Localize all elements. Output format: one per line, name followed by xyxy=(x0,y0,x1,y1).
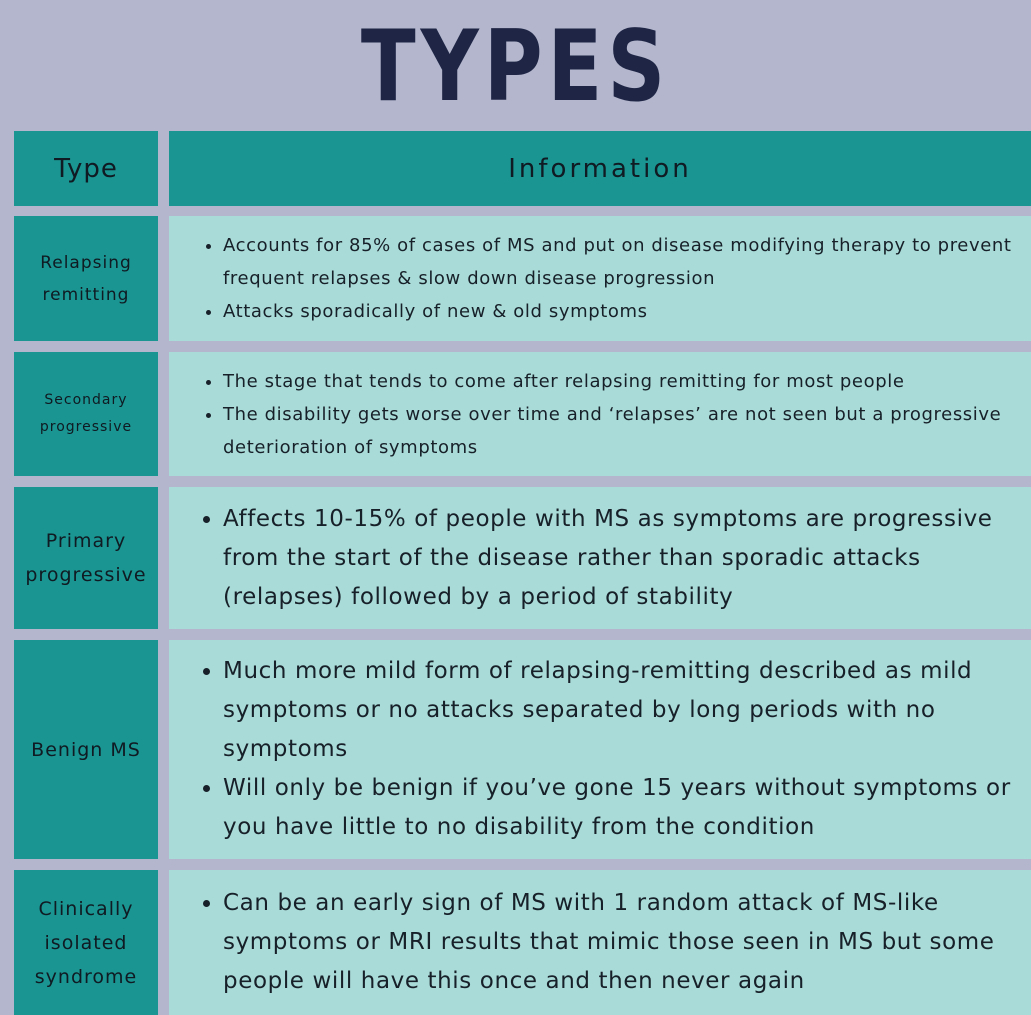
bullet-item: • Will only be benign if you’ve gone 15 years without symptoms or you have little to no disability from the condition xyxy=(223,769,1023,847)
type-label-line: progressive xyxy=(39,419,133,435)
bullet-item: • Can be an early sign of MS with 1 random attack of MS-like symptoms or MRI results that mimic those seen in MS but some people will have this once and then never again xyxy=(223,884,1023,1001)
bullet-list xyxy=(199,500,1023,617)
type-label-line: syndrome xyxy=(34,965,138,988)
bullet-item: • Much more mild form of relapsing-remitting described as mild symptoms or no attacks separated by long periods with no symptoms xyxy=(223,652,1023,769)
bullet-item: • Affects 10-15% of people with MS as symptoms are progressive from the start of the disease rather than sporadic attacks (relapses) followed by a period of stability xyxy=(223,500,1023,617)
info-cell-clinically-isolated-syndrome xyxy=(169,870,1031,1015)
type-cell-secondary-progressive xyxy=(14,352,158,476)
bullet-item: • The stage that tends to come after relapsing remitting for most people xyxy=(223,365,1023,398)
info-cell-relapsing-remitting xyxy=(169,216,1031,341)
type-label-line: isolated xyxy=(44,931,128,954)
bullet-list xyxy=(199,365,1023,464)
bullet-item: • Attacks sporadically of new & old symptoms xyxy=(223,295,1023,328)
bullet-list xyxy=(199,884,1023,1001)
bullet-list xyxy=(199,229,1023,328)
header-type-label: Type xyxy=(54,153,118,184)
page-title: TYPES xyxy=(360,10,671,124)
type-cell-primary-progressive xyxy=(14,487,158,629)
info-cell-secondary-progressive xyxy=(169,352,1031,476)
type-label-line: progressive xyxy=(25,564,147,586)
type-label-line: Secondary xyxy=(44,392,128,408)
type-label-line: Relapsing xyxy=(40,252,132,273)
header-info-label: Information xyxy=(508,153,692,184)
info-cell-benign-ms xyxy=(169,640,1031,859)
type-label-line: Primary xyxy=(45,530,127,552)
bullet-item: • The disability gets worse over time and ‘relapses’ are not seen but a progressive deterioration of symptoms xyxy=(223,398,1023,464)
info-cell-primary-progressive xyxy=(169,487,1031,629)
type-cell-clinically-isolated-syndrome xyxy=(14,870,158,1015)
type-label-line: Clinically xyxy=(38,897,134,920)
type-label-line: remitting xyxy=(42,284,130,305)
header-info-cell xyxy=(169,131,1031,206)
bullet-list xyxy=(199,652,1023,847)
bullet-item: • Accounts for 85% of cases of MS and put on disease modifying therapy to prevent frequent relapses & slow down disease progression xyxy=(223,229,1023,295)
type-label-line: Benign MS xyxy=(31,738,141,761)
type-cell-benign-ms xyxy=(14,640,158,859)
type-cell-relapsing-remitting xyxy=(14,216,158,341)
header-type-cell xyxy=(14,131,158,206)
